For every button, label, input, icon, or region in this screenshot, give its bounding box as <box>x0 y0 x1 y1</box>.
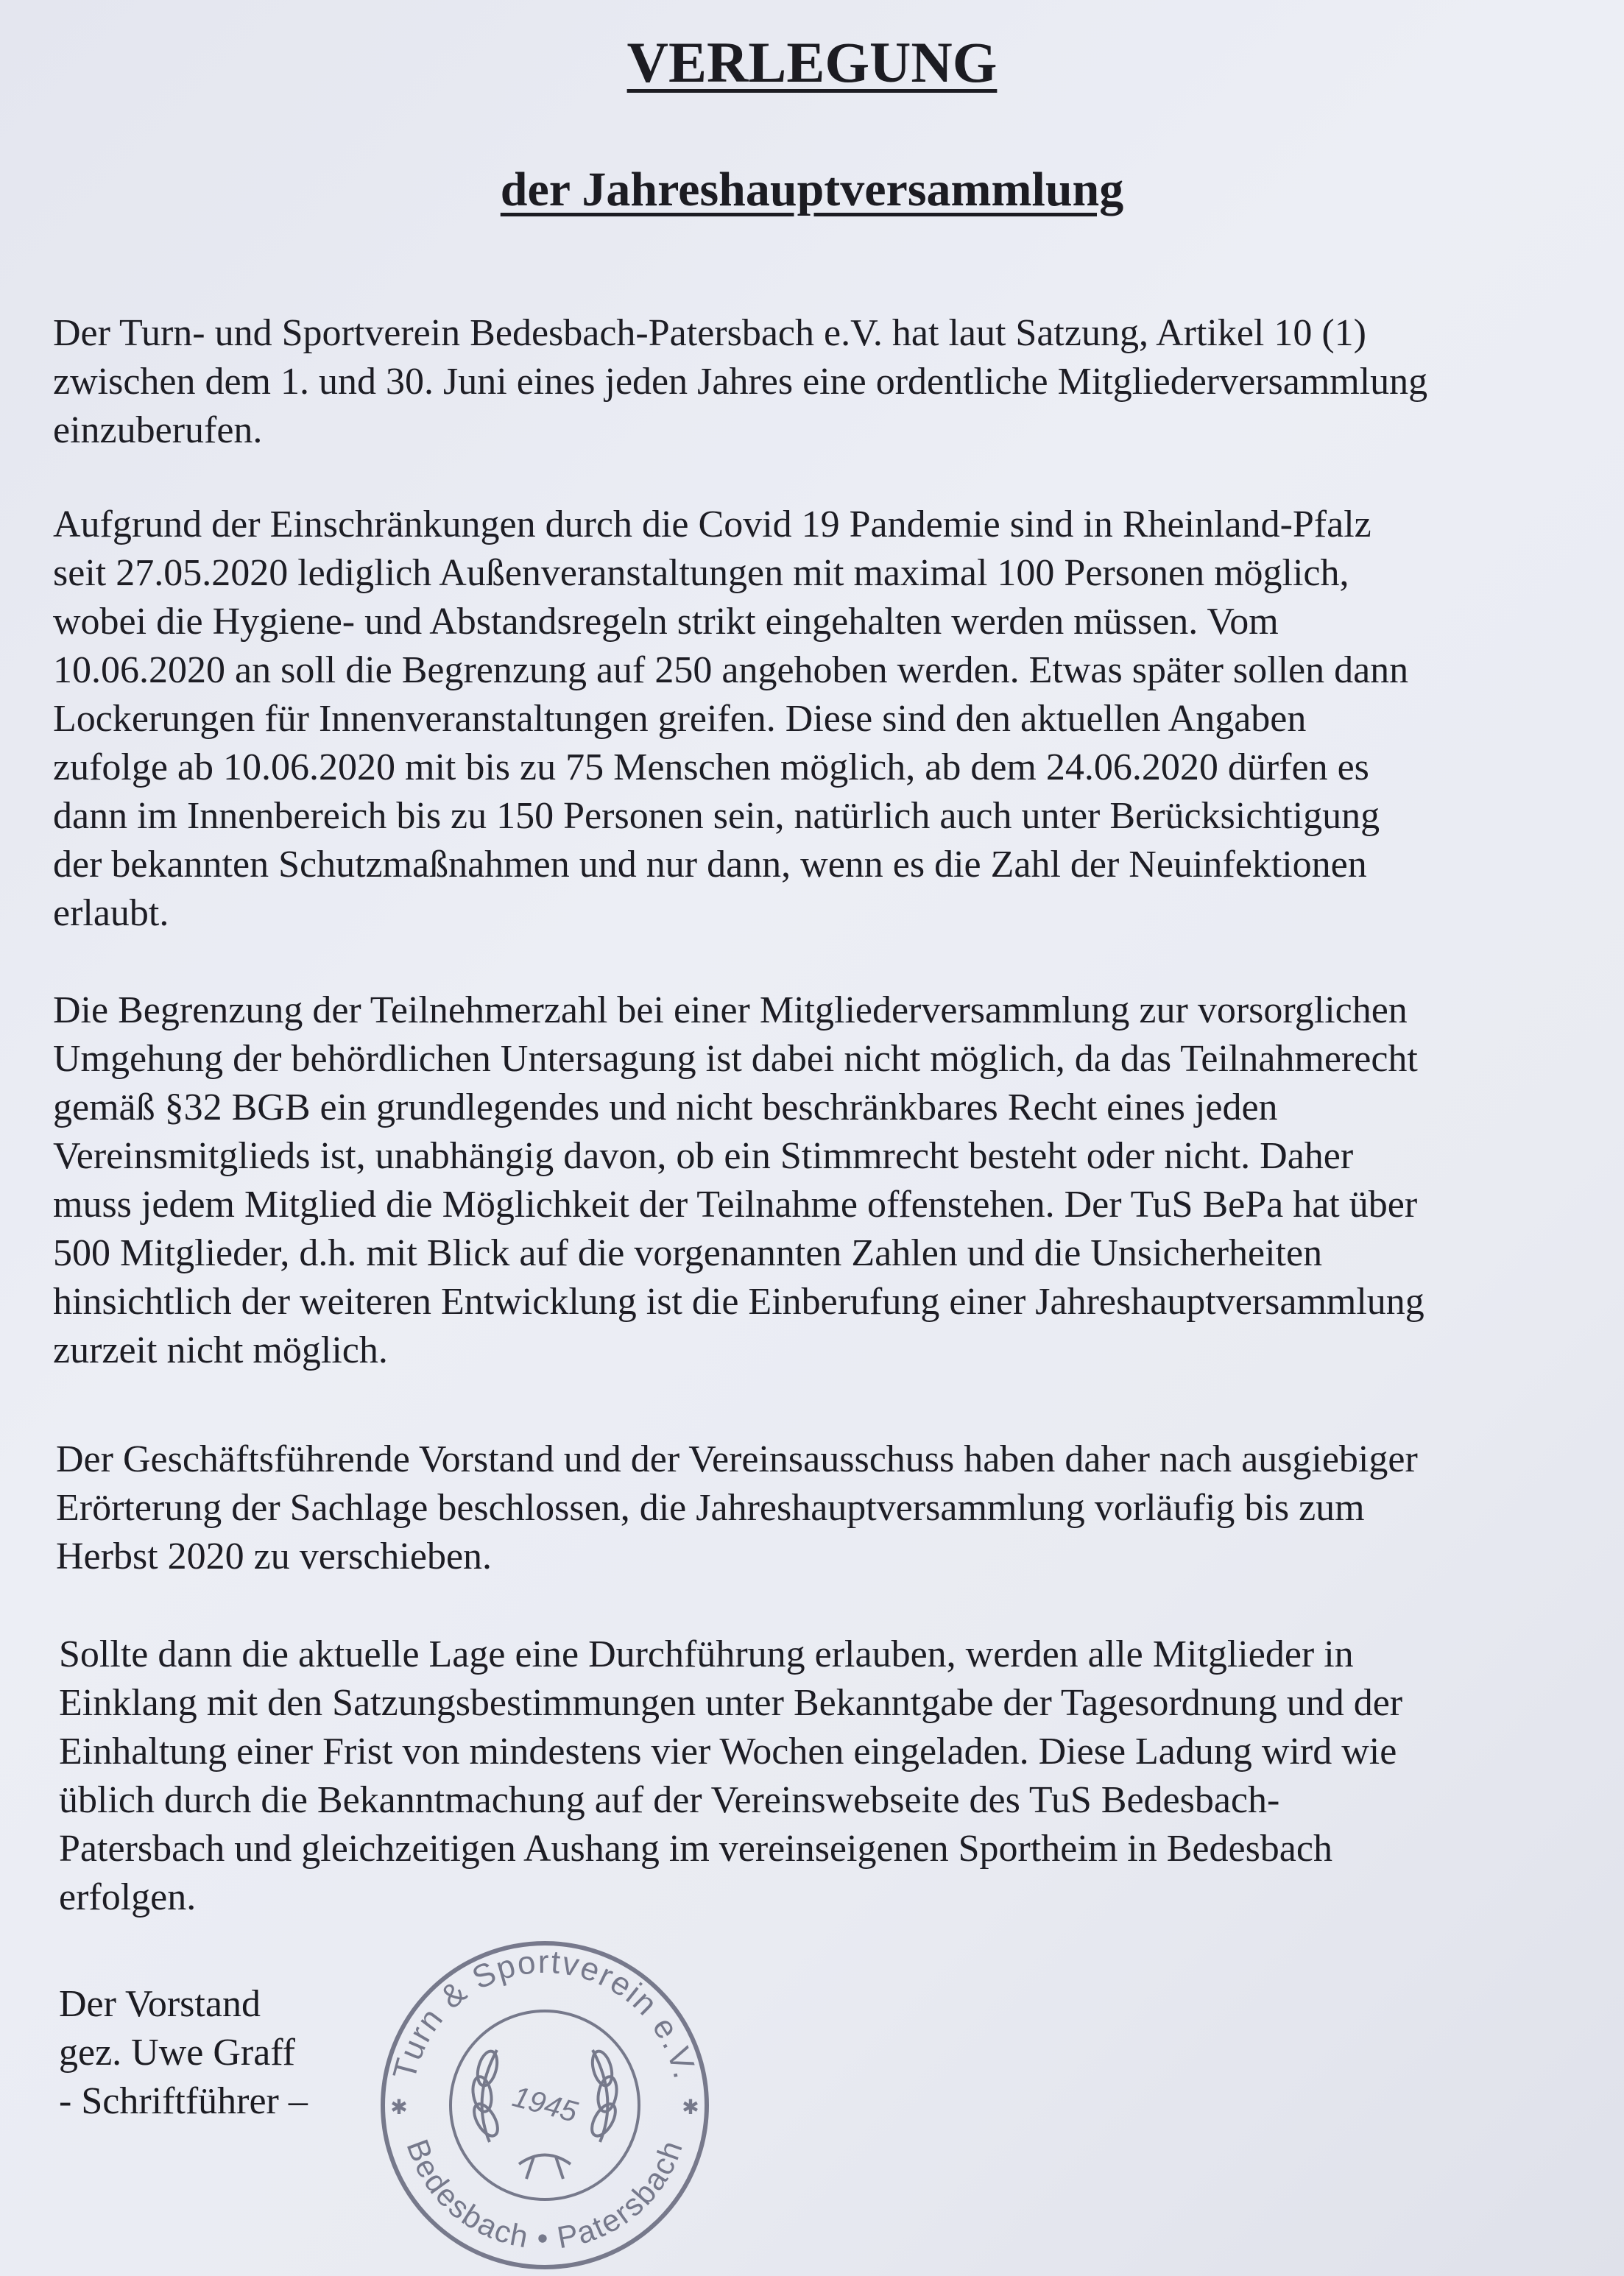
text-line: hinsichtlich der weiteren Entwicklung ist die Einberufung einer Jahreshauptversammlung <box>53 1281 1424 1323</box>
paragraph-5 <box>59 1630 1583 1922</box>
text-line: Aufgrund der Einschränkungen durch die Covid 19 Pandemie sind in Rheinland-Pfalz <box>53 503 1371 545</box>
stamp-star-right-icon: ✱ <box>682 2096 699 2118</box>
signature-role: - Schriftführer – <box>59 2080 308 2122</box>
text-line: Vereinsmitglieds ist, unabhängig davon, ob ein Stimmrecht besteht oder nicht. Daher <box>53 1135 1354 1177</box>
paragraph-3 <box>53 986 1584 1375</box>
paragraph-1 <box>53 309 1584 455</box>
document-subtitle: der Jahreshauptversammlung <box>500 163 1124 216</box>
text-line: Einklang mit den Satzungsbestimmungen unter Bekanntgabe der Tagesordnung und der <box>59 1682 1403 1724</box>
club-stamp <box>361 1921 729 2275</box>
text-line: Patersbach und gleichzeitigen Aushang im vereinseigenen Sportheim in Bedesbach <box>59 1828 1332 1870</box>
text-line: Herbst 2020 zu verschieben. <box>56 1535 493 1577</box>
signature-name: gez. Uwe Graff <box>59 2032 295 2074</box>
stamp-top-text: Turn & Sportverein e.V. <box>386 1943 704 2084</box>
signature-board: Der Vorstand <box>59 1983 261 2025</box>
text-line: zufolge ab 10.06.2020 mit bis zu 75 Menschen möglich, ab dem 24.06.2020 dürfen es <box>53 746 1369 788</box>
text-line: zwischen dem 1. und 30. Juni eines jeden Jahres eine ordentliche Mitgliederversammlung <box>53 361 1428 403</box>
text-line: Sollte dann die aktuelle Lage eine Durchführung erlauben, werden alle Mitglieder in <box>59 1633 1354 1675</box>
text-line: Der Turn- und Sportverein Bedesbach-Patersbach e.V. hat laut Satzung, Artikel 10 (1) <box>53 312 1366 354</box>
text-line: Der Geschäftsführende Vorstand und der Vereinsausschuss haben daher nach ausgiebiger <box>56 1438 1418 1480</box>
text-line: der bekannten Schutzmaßnahmen und nur dann, wenn es die Zahl der Neuinfektionen <box>53 844 1367 886</box>
text-line: 10.06.2020 an soll die Begrenzung auf 250 angehoben werden. Etwas später sollen dann <box>53 649 1409 691</box>
text-line: seit 27.05.2020 lediglich Außenveranstaltungen mit maximal 100 Personen möglich, <box>53 552 1349 594</box>
paragraph-4 <box>56 1435 1587 1581</box>
text-line: erlaubt. <box>53 892 169 934</box>
signature-block <box>59 1980 308 2126</box>
text-line: einzuberufen. <box>53 409 263 451</box>
text-line: Einhaltung einer Frist von mindestens vier Wochen eingeladen. Diese Ladung wird wie <box>59 1731 1397 1773</box>
text-line: erfolgen. <box>59 1876 197 1918</box>
paragraph-2 <box>53 501 1584 938</box>
text-line: Die Begrenzung der Teilnehmerzahl bei einer Mitgliederversammlung zur vorsorglichen <box>53 989 1408 1031</box>
text-line: gemäß §32 BGB ein grundlegendes und nicht beschränkbares Recht eines jeden <box>53 1086 1278 1128</box>
text-line: üblich durch die Bekanntmachung auf der Vereinswebseite des TuS Bedesbach- <box>59 1779 1280 1821</box>
document-title: VERLEGUNG <box>626 30 998 94</box>
text-line: wobei die Hygiene- und Abstandsregeln strikt eingehalten werden müssen. Vom <box>53 601 1279 643</box>
text-line: zurzeit nicht möglich. <box>53 1329 388 1371</box>
stamp-year: 1945 <box>509 2080 581 2129</box>
text-line: Lockerungen für Innenveranstaltungen greifen. Diese sind den aktuellen Angaben <box>53 698 1307 740</box>
text-line: muss jedem Mitglied die Möglichkeit der Teilnahme offenstehen. Der TuS BePa hat über <box>53 1184 1418 1226</box>
stamp-bottom-text: Bedesbach • Patersbach <box>400 2135 690 2256</box>
text-line: 500 Mitglieder, d.h. mit Blick auf die vorgenannten Zahlen und die Unsicherheiten <box>53 1232 1323 1274</box>
text-line: Umgehung der behördlichen Untersagung ist dabei nicht möglich, da das Teilnahmerecht <box>53 1038 1418 1080</box>
text-line: Erörterung der Sachlage beschlossen, die Jahreshauptversammlung vorläufig bis zum <box>56 1487 1365 1529</box>
text-line: dann im Innenbereich bis zu 150 Personen sein, natürlich auch unter Berücksichtigung <box>53 795 1380 837</box>
stamp-star-left-icon: ✱ <box>390 2096 408 2118</box>
